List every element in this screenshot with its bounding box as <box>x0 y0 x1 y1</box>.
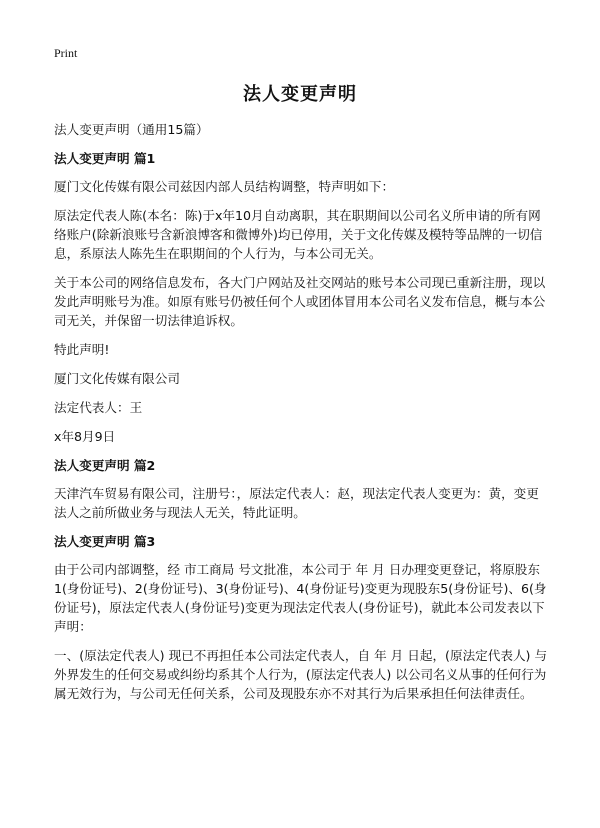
paragraph: 关于本公司的网络信息发布，各大门户网站及社交网站的账号本公司现已重新注册，现以发此声明账号为准。如原有账号仍被任何个人或团体冒用本公司名义发布信息，概与本公司无关，并保留一切法律追诉权。 <box>54 275 546 328</box>
document-title: 法人变更声明 <box>243 84 357 105</box>
paragraph: 特此声明! <box>54 342 110 357</box>
paragraph: x年8月9日 <box>54 429 116 444</box>
section-heading: 法人变更声明 篇1 <box>54 151 156 166</box>
section-heading: 法人变更声明 篇2 <box>54 458 156 473</box>
section-heading: 法人变更声明 篇3 <box>54 534 156 549</box>
document-subtitle: 法人变更声明（通用15篇） <box>54 122 209 137</box>
paragraph: 法定代表人：王 <box>54 400 143 415</box>
print-label: Print <box>54 46 78 60</box>
paragraph: 天津汽车贸易有限公司，注册号：，原法定代表人：赵，现法定代表人变更为：黄，变更法人之前所做业务与现法人无关，特此证明。 <box>54 486 539 520</box>
paragraph: 厦门文化传媒有限公司兹因内部人员结构调整，特声明如下： <box>54 179 395 194</box>
paragraph: 由于公司内部调整，经 市工商局 号文批准，本公司于 年 月 日办理变更登记，将原股东1(身份证号)、2(身份证号)、3(身份证号)、4(身份证号)变更为现股东5(身份证号)、6(身份证号)，原法定代表人(身份证号)变更为现法定代表人(身份证号)，就此本公司发表以下声明： <box>54 562 547 634</box>
paragraph: 一、(原法定代表人) 现已不再担任本公司法定代表人，自 年 月 日起，(原法定代表人) 与外界发生的任何交易或纠纷均系其个人行为，(原法定代表人) 以公司名义从事的任何行为属无效行为，与公司无任何关系，公司及现股东亦不对其行为后果承担任何法律责任。 <box>54 648 548 701</box>
document-body <box>54 120 550 713</box>
paragraph: 厦门文化传媒有限公司 <box>54 371 180 386</box>
paragraph: 原法定代表人陈(本名：陈)于x年10月自动离职，其在职期间以公司名义所申请的所有网络账户(除新浪账号含新浪博客和微博外)均已停用，关于文化传媒及模特等品牌的一切信息，系原法人陈先生在职期间的个人行为，与本公司无关。 <box>54 208 543 261</box>
